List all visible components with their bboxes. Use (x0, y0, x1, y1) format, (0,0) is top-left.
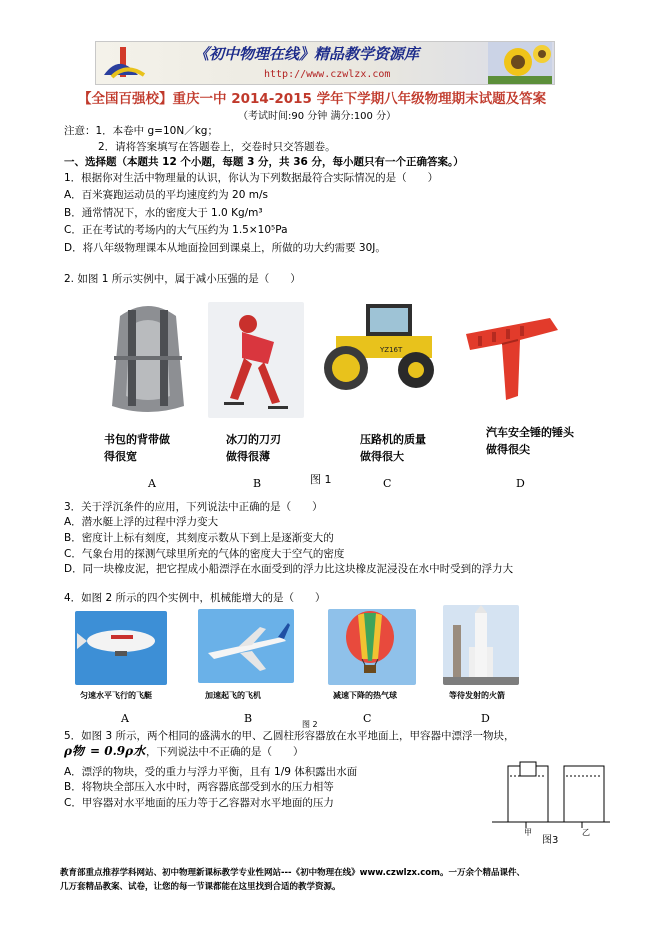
q3-option-b: B．密度计上标有刻度，其刻度示数从下到上是逐渐变大的 (64, 532, 334, 544)
q4-caption-a: 匀速水平飞行的飞艇 (80, 691, 152, 700)
q1-option-a: A．百米赛跑运动员的平均速度约为 20 m/s (64, 189, 268, 201)
q5-option-a: A．漂浮的物块，受的重力与浮力平衡，且有 1/9 体积露出水面 (64, 766, 358, 778)
q4-stem: 4．如图 2 所示的四个实例中，机械能增大的是（ ） (64, 592, 326, 604)
exam-info: （考试时间:90 分钟 满分:100 分） (238, 111, 397, 122)
q5-stem: 5．如图 3 所示，两个相同的盛满水的甲、乙圆柱形容器放在水平地面上，甲容器中漂浮一物块， (64, 730, 515, 742)
banner-url[interactable]: http://www.czwlzx.com (264, 69, 391, 80)
q5-formula-lhs: ρ物 (64, 744, 84, 758)
hot-air-balloon-image (328, 609, 416, 685)
safety-hammer-image (462, 316, 578, 402)
figure-1-label: 图 1 (310, 473, 332, 486)
note-1: 注意：1．本卷中 g=10N／kg； (64, 125, 218, 137)
header-banner (95, 41, 555, 85)
road-roller-image (316, 298, 444, 394)
q3-option-a: A．潜水艇上浮的过程中浮力变大 (64, 516, 219, 528)
q5-option-b: B．将物块全部压入水中时，两容器底部受到水的压力相等 (64, 781, 334, 793)
q4-letter-b: B (244, 712, 253, 725)
note-2: 2．请将答案填写在答题卷上，交卷时只交答题卷。 (98, 141, 336, 153)
q3-stem: 3．关于浮沉条件的应用，下列说法中正确的是（ ） (64, 501, 323, 513)
q2-caption-c-line1: 压路机的质量 (360, 433, 426, 446)
q4-letter-d: D (481, 712, 490, 725)
q5-stem-2: ，下列说法中不正确的是（ ） (146, 746, 304, 758)
footer-line-2: 几万套精品教案、试卷，让您的每一节课都能在这里找到合适的教学资源。 (60, 882, 341, 892)
q2-caption-b-line2: 做得很薄 (226, 450, 270, 463)
sunflower-icon (488, 42, 552, 84)
airplane-image (198, 609, 294, 683)
q2-letter-b: B (253, 477, 262, 490)
q5-option-c: C．甲容器对水平地面的压力等于乙容器对水平地面的压力 (64, 797, 334, 809)
figure-3-label: 图3 (542, 835, 559, 846)
floating-block (520, 762, 536, 776)
q2-caption-d-line1: 汽车安全锤的锤头 (486, 426, 574, 439)
logo-icon (98, 45, 152, 81)
q3-option-c: C．气象台用的探测气球里所充的气体的密度大于空气的密度 (64, 548, 345, 560)
footer-line-1: 教育部重点推荐学科网站、初中物理新课标教学专业性网站---《初中物理在线》www.czwlzx.com。一万余个精品课件、 (60, 868, 525, 878)
q5-formula-rhs: = 0.9ρ水 (90, 744, 146, 758)
q2-stem: 2. 如图 1 所示实例中，属于减小压强的是（ ） (64, 273, 301, 285)
roller-text: YZ16T (380, 346, 403, 354)
q3-option-d: D．同一块橡皮泥，把它捏成小船漂浮在水面受到的浮力比这块橡皮泥浸没在水中时受到的浮力大 (64, 563, 514, 575)
q2-caption-b-line1: 冰刀的刀刃 (226, 433, 281, 446)
container-label-jia: 甲 (524, 828, 532, 837)
banner-title: 《初中物理在线》精品教学资源库 (194, 45, 420, 63)
speed-skater-image (208, 302, 304, 418)
backpack-image (100, 296, 196, 420)
q2-letter-d: D (516, 477, 525, 490)
airship-image (75, 611, 167, 685)
q2-caption-d-line2: 做得很尖 (486, 443, 530, 456)
q2-caption-a-line2: 得很宽 (104, 450, 137, 463)
figure-3-containers (490, 760, 614, 834)
exam-title: 【全国百强校】重庆一中 2014-2015 学年下学期八年级物理期末试题及答案 (78, 91, 547, 107)
rocket-image (443, 605, 519, 685)
q4-caption-d: 等待发射的火箭 (449, 691, 505, 700)
q4-letter-c: C (363, 712, 372, 725)
q4-caption-c: 减速下降的热气球 (333, 691, 397, 700)
container-label-yi: 乙 (582, 828, 590, 837)
figure-2-label: 图 2 (302, 720, 318, 729)
q2-caption-a-line1: 书包的背带做 (104, 433, 170, 446)
q2-letter-a: A (148, 477, 156, 490)
q2-caption-c-line2: 做得很大 (360, 450, 404, 463)
q1-option-b: B．通常情况下，水的密度大于 1.0 Kg/m³ (64, 207, 263, 219)
q1-stem: 1．根据你对生活中物理量的认识，你认为下列数据最符合实际情况的是（ ） (64, 172, 439, 184)
section-heading: 一、选择题（本题共 12 个小题，每题 3 分，共 36 分，每小题只有一个正确答案。） (64, 156, 464, 168)
q1-option-c: C．正在考试的考场内的大气压约为 1.5×10⁵Pa (64, 224, 288, 236)
q1-option-d: D．将八年级物理课本从地面捡回到课桌上，所做的功大约需要 30J。 (64, 242, 386, 254)
q2-letter-c: C (383, 477, 392, 490)
q4-letter-a: A (121, 712, 129, 725)
q4-caption-b: 加速起飞的飞机 (205, 691, 261, 700)
